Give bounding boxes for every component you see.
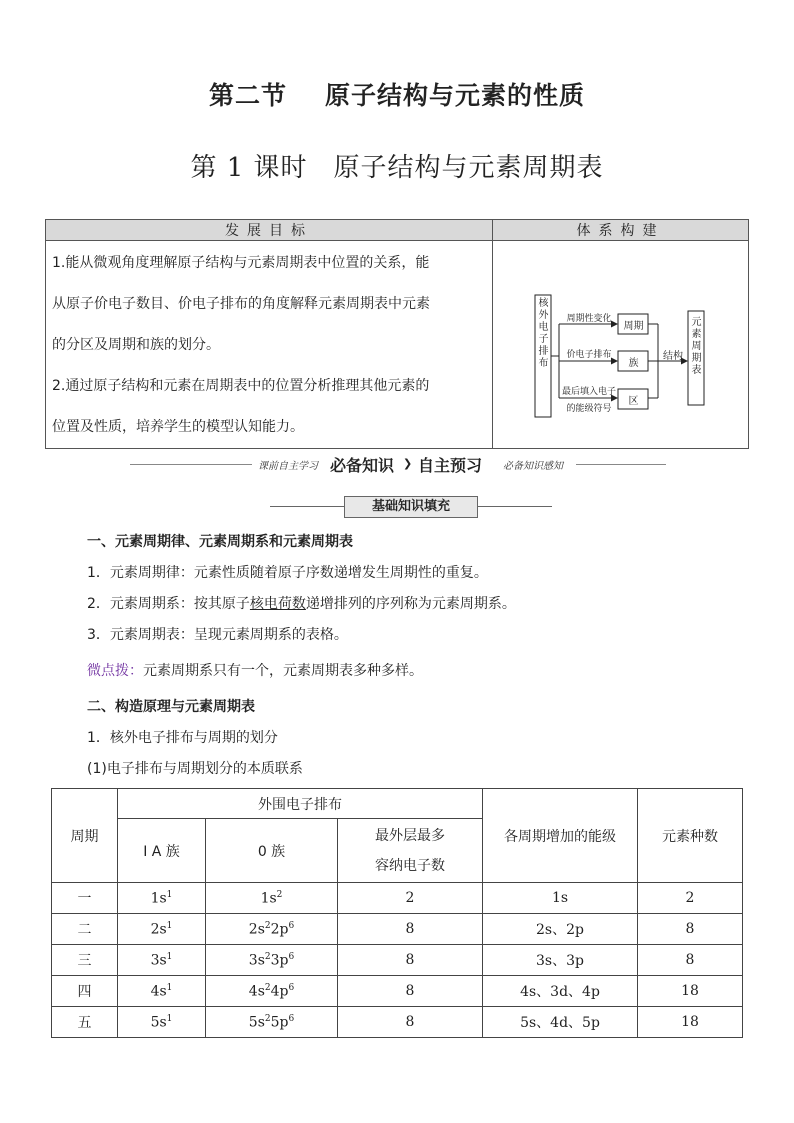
cell-text: 2s、2p bbox=[536, 922, 584, 938]
tag-line-left bbox=[270, 506, 344, 507]
goals-header: 发展目标 bbox=[46, 220, 493, 241]
cell-sup: 2 bbox=[264, 982, 271, 993]
label-orbital-symbol: 的能级符号 bbox=[566, 404, 612, 414]
cell-text: 4s bbox=[248, 983, 265, 1000]
cell-sup: 1 bbox=[166, 920, 173, 931]
cell-text: 8 bbox=[685, 952, 695, 968]
header-outer: 外围电子排布 bbox=[118, 789, 483, 819]
cell-count bbox=[638, 945, 743, 976]
item2-underlined: 核电荷数 bbox=[249, 596, 306, 612]
cell-count bbox=[638, 883, 743, 914]
goal-line: 的分区及周期和族的划分。 bbox=[52, 337, 220, 353]
cell-count bbox=[638, 914, 743, 945]
label-last-filled: 最后填入电子 bbox=[561, 387, 616, 397]
cell-sup: 1 bbox=[166, 951, 173, 962]
group-box-label: 族 bbox=[628, 358, 639, 369]
system-diagram-cell bbox=[493, 241, 749, 449]
cell-zero bbox=[206, 976, 338, 1007]
lesson-name: 原子结构与元素周期表 bbox=[333, 153, 604, 183]
cell-count bbox=[638, 976, 743, 1007]
cell-zero bbox=[206, 1007, 338, 1038]
cell-sup: 2 bbox=[264, 1013, 271, 1024]
part1-item3: 3．元素周期表：呈现元素周期系的表格。 bbox=[87, 627, 348, 643]
cell-text: 4s、3d、4p bbox=[520, 984, 600, 1000]
cell-sup: 1 bbox=[166, 1013, 173, 1024]
table-row bbox=[52, 1007, 743, 1038]
cell-text: 2s bbox=[150, 921, 167, 938]
cell-text: 8 bbox=[405, 952, 415, 968]
goal-line: 1.能从微观角度理解原子结构与元素周期表中位置的关系，能 bbox=[52, 255, 430, 271]
cell-added bbox=[483, 1007, 638, 1038]
cell-text: 3s bbox=[150, 952, 167, 969]
header-max-line2: 容纳电子数 bbox=[375, 857, 445, 874]
header-ia: Ⅰ A 族 bbox=[118, 819, 206, 883]
cell-text: 3s bbox=[248, 952, 265, 969]
goal-line: 从原子价电子数目、价电子排布的角度解释元素周期表中元素 bbox=[52, 296, 430, 312]
cell-text: 5s bbox=[150, 1014, 167, 1031]
lesson-title bbox=[0, 147, 794, 184]
cell-text: 1s bbox=[150, 890, 167, 907]
cell-period bbox=[52, 976, 118, 1007]
cell-added bbox=[483, 976, 638, 1007]
cell-text: 4p bbox=[270, 983, 289, 1000]
cell-text: 2s bbox=[248, 921, 265, 938]
cell-ia bbox=[118, 1007, 206, 1038]
header-count: 元素种数 bbox=[638, 789, 743, 883]
cell-text: 四 bbox=[77, 984, 92, 1000]
cell-sup: 2 bbox=[264, 920, 271, 931]
cell-text: 8 bbox=[405, 983, 415, 999]
cell-text: 5s bbox=[248, 1014, 265, 1031]
cell-text: 二 bbox=[77, 922, 92, 938]
cell-period bbox=[52, 945, 118, 976]
cell-text: 8 bbox=[685, 921, 695, 937]
system-header: 体系构建 bbox=[493, 220, 749, 241]
cell-period bbox=[52, 883, 118, 914]
cell-zero bbox=[206, 914, 338, 945]
table-row bbox=[52, 883, 743, 914]
cell-text: 8 bbox=[405, 921, 415, 937]
cell-sup: 6 bbox=[288, 1013, 295, 1024]
cell-text: 3s、3p bbox=[536, 953, 584, 969]
cell-max bbox=[338, 976, 483, 1007]
cell-count bbox=[638, 1007, 743, 1038]
cell-zero bbox=[206, 945, 338, 976]
banner-main1: 必备知识 bbox=[330, 456, 395, 475]
label-periodic-change: 周期性变化 bbox=[566, 314, 612, 324]
section-name: 原子结构与元素的性质 bbox=[325, 81, 586, 110]
cell-text: 18 bbox=[681, 983, 699, 999]
goal-line: 2.通过原子结构和元素在周期表中的位置分析推理其他元素的 bbox=[52, 378, 430, 394]
cell-text: 三 bbox=[77, 953, 92, 969]
cell-ia bbox=[118, 945, 206, 976]
cell-max bbox=[338, 1007, 483, 1038]
period-box-label: 周期 bbox=[623, 321, 644, 332]
table-row bbox=[52, 914, 743, 945]
lesson-number: 第 1 课时 bbox=[190, 153, 308, 183]
cell-text: 1s bbox=[551, 890, 569, 906]
cell-text: 2p bbox=[270, 921, 289, 938]
cell-text: 5s、4d、5p bbox=[520, 1015, 600, 1031]
cell-sup: 2 bbox=[264, 951, 271, 962]
cell-text: 五 bbox=[77, 1015, 92, 1031]
header-max bbox=[338, 819, 483, 883]
banner-left: 课前自主学习 bbox=[258, 461, 318, 472]
goals-table bbox=[45, 219, 749, 449]
label-valence: 价电子排布 bbox=[566, 350, 612, 360]
cell-text: 18 bbox=[681, 1014, 699, 1030]
banner-arrow-icon: ❯ bbox=[403, 457, 413, 470]
header-max-line1: 最外层最多 bbox=[375, 827, 445, 844]
item2-pre: 2．元素周期系：按其原子 bbox=[87, 596, 250, 612]
tip bbox=[87, 660, 423, 680]
left-box-label: 核外电子排布 bbox=[538, 298, 549, 369]
cell-text: 一 bbox=[77, 891, 92, 907]
cell-sup: 6 bbox=[288, 951, 295, 962]
cell-zero bbox=[206, 883, 338, 914]
cell-ia bbox=[118, 883, 206, 914]
tag-line-right bbox=[478, 506, 552, 507]
cell-text: 1s bbox=[260, 890, 277, 907]
cell-max bbox=[338, 883, 483, 914]
cell-period bbox=[52, 1007, 118, 1038]
section-banner bbox=[0, 453, 794, 475]
cell-added bbox=[483, 945, 638, 976]
banner-right: 必备知识感知 bbox=[503, 461, 563, 472]
part1-heading: 一、元素周期律、元素周期系和元素周期表 bbox=[87, 534, 353, 550]
section-tag: 基础知识填充 bbox=[344, 496, 478, 518]
cell-sup: 6 bbox=[288, 920, 295, 931]
goal-line: 位置及性质，培养学生的模型认知能力。 bbox=[52, 419, 304, 435]
cell-text: 3p bbox=[270, 952, 289, 969]
cell-sup: 1 bbox=[166, 889, 173, 900]
cell-text: 2 bbox=[685, 890, 695, 906]
header-zero: 0 族 bbox=[206, 819, 338, 883]
section-title bbox=[0, 76, 794, 112]
part2-item1-sub: (1)电子排布与周期划分的本质联系 bbox=[87, 761, 303, 777]
cell-added bbox=[483, 914, 638, 945]
structure-diagram bbox=[493, 241, 749, 446]
cell-ia bbox=[118, 914, 206, 945]
header-period: 周期 bbox=[52, 789, 118, 883]
table-row bbox=[52, 976, 743, 1007]
cell-max bbox=[338, 945, 483, 976]
banner-main2: 自主预习 bbox=[418, 456, 483, 475]
cell-text: 8 bbox=[405, 1014, 415, 1030]
section-number: 第二节 bbox=[208, 81, 287, 110]
cell-added bbox=[483, 883, 638, 914]
tip-text: 元素周期系只有一个，元素周期表多种多样。 bbox=[143, 663, 423, 679]
part1-item1: 1．元素周期律：元素性质随着原子序数递增发生周期性的重复。 bbox=[87, 565, 488, 581]
table-row bbox=[52, 945, 743, 976]
structure-label: 结构 bbox=[663, 351, 683, 362]
part2-item1: 1．核外电子排布与周期的划分 bbox=[87, 730, 278, 746]
header-added: 各周期增加的能级 bbox=[483, 789, 638, 883]
period-table bbox=[51, 788, 743, 1038]
cell-text: 5p bbox=[270, 1014, 289, 1031]
cell-sup: 2 bbox=[276, 889, 283, 900]
cell-sup: 6 bbox=[288, 982, 295, 993]
cell-period bbox=[52, 914, 118, 945]
part2-heading: 二、构造原理与元素周期表 bbox=[87, 699, 255, 715]
cell-max bbox=[338, 914, 483, 945]
cell-text: 4s bbox=[150, 983, 167, 1000]
cell-text: 2 bbox=[405, 890, 415, 906]
cell-sup: 1 bbox=[166, 982, 173, 993]
block-box-label: 区 bbox=[628, 396, 639, 407]
cell-ia bbox=[118, 976, 206, 1007]
goals-content bbox=[46, 241, 493, 449]
part1-item2 bbox=[87, 593, 516, 613]
tip-label: 微点拨： bbox=[87, 663, 143, 679]
right-box-label: 元素周期表 bbox=[691, 317, 702, 376]
item2-post: 递增排列的序列称为元素周期系。 bbox=[305, 596, 516, 612]
